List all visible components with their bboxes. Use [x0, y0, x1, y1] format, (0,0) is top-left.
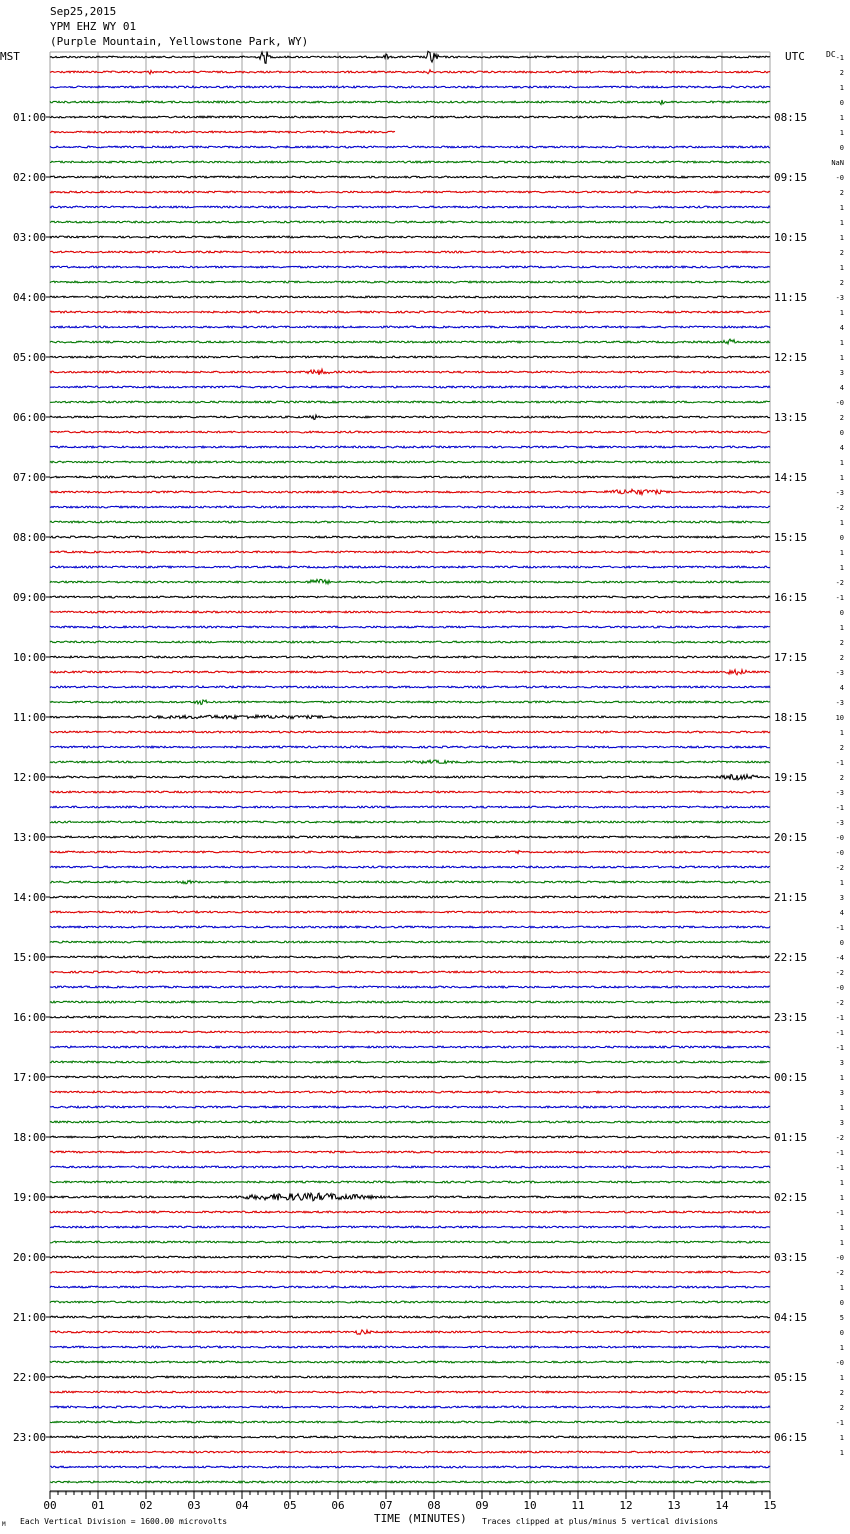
trace-row-31 — [50, 521, 770, 523]
dc-offset-value: -1 — [835, 759, 844, 767]
dc-offset-value: 1 — [839, 564, 844, 572]
trace-row-8 — [50, 176, 770, 178]
left-hour-label: 17:00 — [13, 1071, 47, 1084]
trace-row-65 — [50, 1031, 770, 1033]
dc-offset-value: 1 — [839, 264, 844, 272]
left-hour-label: 03:00 — [13, 231, 47, 244]
dc-offset-value: 2 — [839, 69, 844, 77]
trace-row-53 — [50, 851, 770, 854]
dc-offset-value: -4 — [835, 954, 844, 962]
dc-offset-value: -1 — [835, 594, 844, 602]
dc-offset-value: 0 — [839, 534, 844, 542]
trace-row-23 — [50, 401, 770, 403]
x-tick-label: 00 — [43, 1499, 57, 1512]
trace-row-91 — [50, 1421, 770, 1423]
dc-offset-value: 2 — [839, 279, 844, 287]
x-axis — [43, 1491, 776, 1512]
dc-offset-value: -2 — [835, 1269, 844, 1277]
dc-offset-value: 2 — [839, 1389, 844, 1397]
trace-row-16 — [50, 296, 770, 298]
dc-offset-value: 3 — [839, 1119, 844, 1127]
x-tick-label: 15 — [763, 1499, 777, 1512]
left-hour-label: 07:00 — [13, 471, 47, 484]
left-hour-label: 20:00 — [13, 1251, 47, 1264]
trace-row-17 — [50, 311, 770, 313]
dc-offset-value: 1 — [839, 1434, 844, 1442]
dc-offset-value: 1 — [839, 1449, 844, 1457]
right-hour-label: 05:15 — [774, 1371, 808, 1384]
x-axis-label: TIME (MINUTES) — [374, 1512, 467, 1525]
dc-offset-value: 1 — [839, 219, 844, 227]
right-hour-label: 18:15 — [774, 711, 808, 724]
trace-row-90 — [50, 1406, 770, 1408]
right-hour-label: 13:15 — [774, 411, 808, 424]
clip-note: Traces clipped at plus/minus 5 vertical divisions — [482, 1517, 719, 1526]
dc-offset-value: 1 — [839, 1374, 844, 1382]
dc-offset-value: -0 — [835, 849, 844, 857]
left-hour-label: 22:00 — [13, 1371, 47, 1384]
dc-offset-value: 2 — [839, 774, 844, 782]
trace-row-55 — [50, 880, 770, 883]
dc-offset-value: -3 — [835, 699, 844, 707]
trace-row-92 — [50, 1436, 770, 1438]
trace-row-45 — [50, 731, 770, 733]
trace-row-2 — [50, 86, 770, 88]
trace-row-14 — [50, 266, 770, 268]
trace-row-28 — [50, 476, 770, 478]
trace-row-22 — [50, 386, 770, 388]
dc-offset-value: -1 — [835, 1164, 844, 1172]
trace-row-49 — [50, 791, 770, 793]
right-hour-label: 04:15 — [774, 1311, 808, 1324]
trace-row-58 — [50, 926, 770, 928]
dc-offset-value: 1 — [839, 129, 844, 137]
dc-offset-value: 2 — [839, 1404, 844, 1412]
trace-row-25 — [50, 431, 770, 433]
dc-offset-value: 1 — [839, 729, 844, 737]
x-tick-label: 03 — [187, 1499, 201, 1512]
left-hour-label: 09:00 — [13, 591, 47, 604]
dc-offset-value: 1 — [839, 1074, 844, 1082]
x-tick-label: 13 — [667, 1499, 681, 1512]
trace-row-63 — [50, 1001, 770, 1003]
scale-note: Each Vertical Division = 1600.00 microvolts — [20, 1517, 228, 1526]
dc-offset-value: 3 — [839, 369, 844, 377]
dc-offset-value: -1 — [835, 924, 844, 932]
dc-offset-value: -2 — [835, 969, 844, 977]
dc-offset-value: -0 — [835, 399, 844, 407]
dc-offset-value: 2 — [839, 639, 844, 647]
dc-offset-value: 5 — [839, 1314, 844, 1322]
trace-row-46 — [50, 746, 770, 748]
trace-row-95 — [50, 1481, 770, 1483]
dc-offset-value: 0 — [839, 939, 844, 947]
dc-offset-value: 2 — [839, 249, 844, 257]
dc-offset-value: -1 — [835, 1044, 844, 1052]
trace-row-54 — [50, 866, 770, 868]
trace-row-94 — [50, 1466, 770, 1468]
dc-offset-value: 1 — [839, 1224, 844, 1232]
dc-offset-value: -1 — [835, 1014, 844, 1022]
dc-offset-value: 1 — [839, 1104, 844, 1112]
trace-row-68 — [50, 1076, 770, 1078]
dc-offset-value: -1 — [835, 804, 844, 812]
trace-row-77 — [50, 1211, 770, 1213]
right-hour-label: 03:15 — [774, 1251, 808, 1264]
dc-offset-value: -3 — [835, 819, 844, 827]
right-hour-label: 10:15 — [774, 231, 808, 244]
trace-row-37 — [50, 611, 770, 613]
dc-offset-value: -1 — [835, 1419, 844, 1427]
right-hour-label: 14:15 — [774, 471, 808, 484]
chart-date: Sep25,2015 — [50, 5, 117, 18]
dc-offset-value: 3 — [839, 1089, 844, 1097]
right-hour-label: 11:15 — [774, 291, 808, 304]
dc-offset-value: 4 — [839, 384, 844, 392]
dc-offset-value: 1 — [839, 519, 844, 527]
trace-row-60 — [50, 956, 770, 958]
trace-row-11 — [50, 221, 770, 223]
x-tick-label: 08 — [427, 1499, 441, 1512]
x-tick-label: 01 — [91, 1499, 105, 1512]
trace-row-12 — [50, 236, 770, 238]
dc-offset-value: -2 — [835, 504, 844, 512]
dc-offset-value: -2 — [835, 579, 844, 587]
dc-offset-value: 4 — [839, 324, 844, 332]
left-hour-label: 16:00 — [13, 1011, 47, 1024]
left-axis-title: MST — [0, 50, 20, 63]
trace-row-39 — [50, 641, 770, 643]
trace-row-7 — [50, 161, 770, 163]
dc-offset-value: 1 — [839, 204, 844, 212]
left-hour-label: 15:00 — [13, 951, 47, 964]
trace-row-93 — [50, 1451, 770, 1453]
trace-row-13 — [50, 251, 770, 253]
dc-offset-value: 0 — [839, 144, 844, 152]
trace-row-67 — [50, 1061, 770, 1063]
right-hour-label: 00:15 — [774, 1071, 808, 1084]
dc-offset-value: 1 — [839, 339, 844, 347]
dc-offset-value: -3 — [835, 789, 844, 797]
trace-row-40 — [50, 656, 770, 658]
trace-row-1 — [50, 70, 770, 74]
trace-row-3 — [50, 100, 770, 105]
trace-row-15 — [50, 281, 770, 283]
trace-row-59 — [50, 941, 770, 943]
dc-offset-value: 1 — [839, 309, 844, 317]
trace-row-0 — [50, 51, 770, 63]
trace-row-42 — [50, 686, 770, 688]
trace-row-66 — [50, 1046, 770, 1048]
trace-row-24 — [50, 415, 770, 420]
dc-offset-value: 1 — [839, 1284, 844, 1292]
dc-offset-value: 4 — [839, 684, 844, 692]
dc-offset-value: 3 — [839, 1059, 844, 1067]
left-hour-label: 01:00 — [13, 111, 47, 124]
dc-offset-value: 1 — [839, 549, 844, 557]
trace-row-36 — [50, 596, 770, 598]
left-hour-label: 23:00 — [13, 1431, 47, 1444]
right-hour-label: 09:15 — [774, 171, 808, 184]
station-code: YPM EHZ WY 01 — [50, 20, 137, 33]
dc-offset-value: -3 — [835, 489, 844, 497]
dc-offset-value: 0 — [839, 99, 844, 107]
left-hour-label: 04:00 — [13, 291, 47, 304]
trace-row-70 — [50, 1106, 770, 1108]
right-hour-label: 02:15 — [774, 1191, 808, 1204]
dc-offset-value: 1 — [839, 234, 844, 242]
dc-offset-value: 1 — [839, 1194, 844, 1202]
trace-row-43 — [50, 700, 770, 705]
dc-offset-value: 1 — [839, 1239, 844, 1247]
left-hour-label: 12:00 — [13, 771, 47, 784]
dc-offset-value: 0 — [839, 609, 844, 617]
x-tick-label: 02 — [139, 1499, 153, 1512]
dc-offset-value: -1 — [835, 1149, 844, 1157]
x-tick-label: 12 — [619, 1499, 633, 1512]
left-hour-label: 14:00 — [13, 891, 47, 904]
left-hour-label: 21:00 — [13, 1311, 47, 1324]
trace-row-78 — [50, 1226, 770, 1228]
x-tick-label: 05 — [283, 1499, 297, 1512]
dc-offset-value: 1 — [839, 459, 844, 467]
trace-row-61 — [50, 971, 770, 973]
dc-offset-value: 1 — [839, 354, 844, 362]
dc-offset-value: 2 — [839, 654, 844, 662]
trace-row-81 — [50, 1271, 770, 1273]
dc-offset-value: 2 — [839, 414, 844, 422]
dc-label: DC — [826, 50, 836, 59]
dc-offset-column — [831, 54, 844, 1457]
x-tick-label: 14 — [715, 1499, 729, 1512]
dc-offset-value: 3 — [839, 894, 844, 902]
x-tick-label: 09 — [475, 1499, 489, 1512]
trace-row-79 — [50, 1241, 770, 1243]
right-hour-label: 23:15 — [774, 1011, 808, 1024]
dc-offset-value: 1 — [839, 1179, 844, 1187]
trace-row-84 — [50, 1316, 770, 1318]
dc-offset-value: -3 — [835, 669, 844, 677]
right-hour-label: 21:15 — [774, 891, 808, 904]
trace-row-26 — [50, 446, 770, 448]
left-hour-label: 08:00 — [13, 531, 47, 544]
dc-offset-value: 0 — [839, 429, 844, 437]
x-tick-label: 10 — [523, 1499, 537, 1512]
right-hour-label: 16:15 — [774, 591, 808, 604]
trace-row-19 — [50, 339, 770, 344]
dc-offset-value: -2 — [835, 999, 844, 1007]
x-tick-label: 11 — [571, 1499, 585, 1512]
trace-row-82 — [50, 1286, 770, 1288]
dc-offset-value: -0 — [835, 834, 844, 842]
trace-row-51 — [50, 821, 770, 823]
dc-offset-value: 1 — [839, 1344, 844, 1352]
dc-offset-value: NaN — [831, 159, 844, 167]
station-location: (Purple Mountain, Yellowstone Park, WY) — [50, 35, 309, 48]
trace-row-38 — [50, 626, 770, 628]
trace-row-41 — [50, 670, 770, 675]
trace-row-10 — [50, 206, 770, 208]
dc-offset-value: 2 — [839, 189, 844, 197]
trace-row-75 — [50, 1181, 770, 1183]
dc-offset-value: 10 — [835, 714, 844, 722]
trace-row-47 — [50, 760, 770, 763]
left-hour-label: 11:00 — [13, 711, 47, 724]
trace-row-80 — [50, 1256, 770, 1258]
left-hour-label: 02:00 — [13, 171, 47, 184]
right-axis-title: UTC — [785, 50, 805, 63]
trace-row-5 — [50, 131, 395, 133]
left-hour-label: 18:00 — [13, 1131, 47, 1144]
x-tick-label: 04 — [235, 1499, 249, 1512]
right-hour-label: 15:15 — [774, 531, 808, 544]
trace-row-88 — [50, 1376, 770, 1378]
trace-row-32 — [50, 536, 770, 538]
trace-row-69 — [50, 1091, 770, 1093]
left-hour-label: 06:00 — [13, 411, 47, 424]
x-tick-label: 07 — [379, 1499, 393, 1512]
right-hour-label: 06:15 — [774, 1431, 808, 1444]
dc-offset-value: 2 — [839, 744, 844, 752]
dc-offset-value: -1 — [835, 1029, 844, 1037]
trace-row-62 — [50, 986, 770, 988]
dc-offset-value: -2 — [835, 864, 844, 872]
trace-row-27 — [50, 461, 770, 463]
trace-group — [50, 51, 770, 1483]
trace-row-87 — [50, 1361, 770, 1363]
trace-row-72 — [50, 1136, 770, 1138]
trace-row-73 — [50, 1151, 770, 1153]
left-hour-label: 05:00 — [13, 351, 47, 364]
dc-offset-value: 4 — [839, 444, 844, 452]
dc-offset-value: -2 — [835, 1134, 844, 1142]
x-tick-label: 06 — [331, 1499, 345, 1512]
trace-row-44 — [50, 715, 770, 718]
dc-offset-value: -1 — [835, 54, 844, 62]
dc-offset-value: 1 — [839, 624, 844, 632]
trace-row-9 — [50, 191, 770, 193]
trace-row-34 — [50, 566, 770, 568]
dc-offset-value: 1 — [839, 84, 844, 92]
dc-offset-value: 1 — [839, 474, 844, 482]
dc-offset-value: -0 — [835, 984, 844, 992]
right-hour-label: 08:15 — [774, 111, 808, 124]
left-hour-label: 10:00 — [13, 651, 47, 664]
trace-row-56 — [50, 896, 770, 898]
trace-row-74 — [50, 1166, 770, 1168]
dc-offset-value: -0 — [835, 1359, 844, 1367]
trace-row-35 — [50, 579, 770, 583]
right-hour-label: 01:15 — [774, 1131, 808, 1144]
trace-row-89 — [50, 1391, 770, 1393]
trace-row-4 — [50, 116, 770, 118]
trace-row-85 — [50, 1330, 770, 1335]
right-hour-label: 12:15 — [774, 351, 808, 364]
dc-offset-value: -3 — [835, 294, 844, 302]
trace-row-20 — [50, 356, 770, 358]
trace-row-29 — [50, 489, 770, 494]
trace-row-30 — [50, 506, 770, 508]
trace-row-18 — [50, 326, 770, 328]
trace-row-33 — [50, 551, 770, 553]
trace-row-86 — [50, 1346, 770, 1348]
trace-row-52 — [50, 836, 770, 838]
trace-row-57 — [50, 911, 770, 913]
left-hour-label: 19:00 — [13, 1191, 47, 1204]
trace-row-48 — [50, 775, 770, 780]
dc-offset-value: 0 — [839, 1329, 844, 1337]
trace-row-6 — [50, 146, 770, 148]
trace-row-50 — [50, 806, 770, 808]
dc-offset-value: -0 — [835, 1254, 844, 1262]
trace-row-71 — [50, 1121, 770, 1123]
dc-offset-value: 4 — [839, 909, 844, 917]
corner-mark: M — [2, 1521, 6, 1528]
trace-row-76 — [50, 1193, 770, 1201]
dc-offset-value: 0 — [839, 1299, 844, 1307]
right-hour-label: 17:15 — [774, 651, 808, 664]
trace-row-21 — [50, 369, 770, 375]
right-hour-label: 20:15 — [774, 831, 808, 844]
left-hour-label: 13:00 — [13, 831, 47, 844]
dc-offset-value: 1 — [839, 879, 844, 887]
trace-row-64 — [50, 1016, 770, 1018]
dc-offset-value: -1 — [835, 1209, 844, 1217]
trace-row-83 — [50, 1301, 770, 1303]
dc-offset-value: -0 — [835, 174, 844, 182]
dc-offset-value: 1 — [839, 114, 844, 122]
right-hour-label: 19:15 — [774, 771, 808, 784]
right-hour-label: 22:15 — [774, 951, 808, 964]
